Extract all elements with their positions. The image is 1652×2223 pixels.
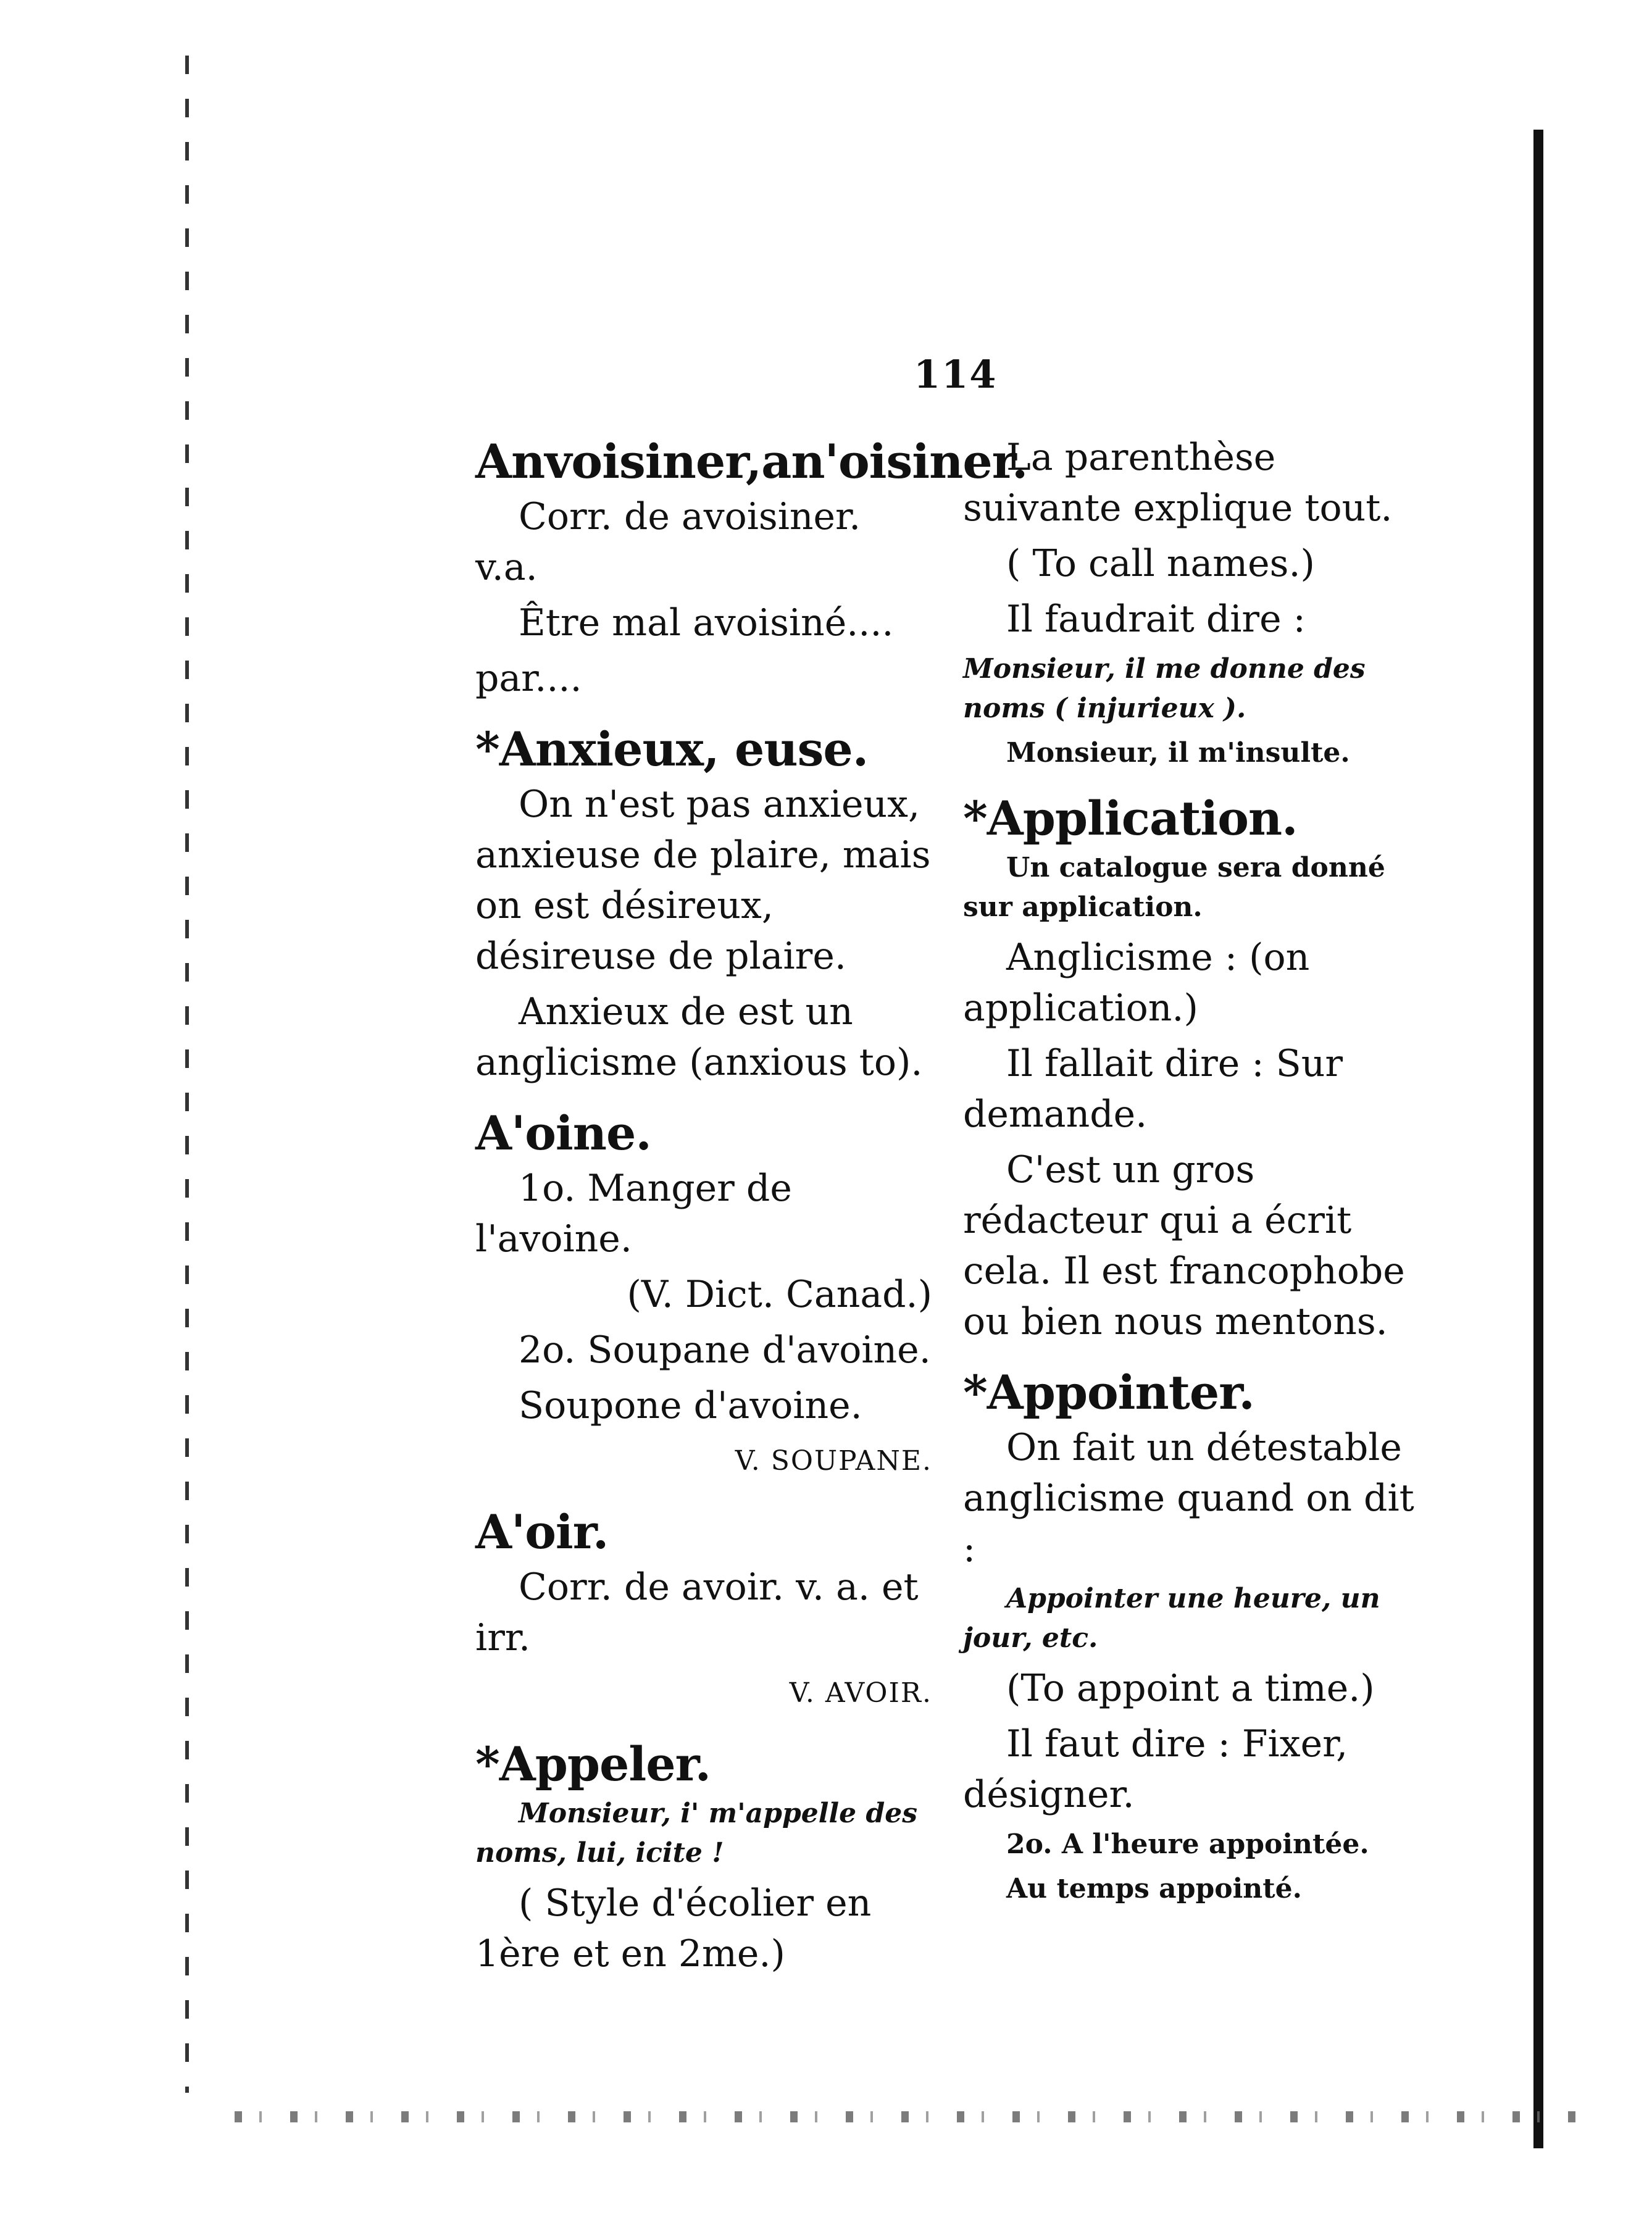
entry-text: (To appoint a time.) xyxy=(1006,1667,1375,1710)
entry-text: On fait un détestable anglicisme quand on dit : xyxy=(963,1426,1414,1570)
entry-text: 2o. Soupane d'avoine. xyxy=(519,1328,931,1372)
entry-aoine xyxy=(475,1104,932,1487)
entry-text: par.... xyxy=(475,657,582,700)
scan-edge-right-bar xyxy=(1533,130,1543,2148)
entry-text: C'est un gros rédacteur qui a écrit cela. Il est francophobe ou bien nous mentons. xyxy=(963,1148,1405,1343)
entry-text: La parenthèse suivante explique tout. xyxy=(963,436,1393,530)
entry-text: Il faut dire : Fixer, désigner. xyxy=(963,1722,1348,1816)
entry-text: Être mal avoisiné.... xyxy=(519,601,894,644)
entry-anvoisiner xyxy=(475,432,1028,704)
headword: *Application. xyxy=(963,791,1298,846)
entry-aoir xyxy=(475,1503,932,1719)
headword: *Appeler. xyxy=(475,1737,711,1791)
entry-text: Soupone d'avoine. xyxy=(519,1384,862,1427)
example-text: Monsieur, il me donne des noms ( injurieux ). xyxy=(963,653,1366,724)
entry-appointer xyxy=(963,1363,1438,1909)
entry-text: Il faudrait dire : xyxy=(1006,598,1306,641)
page-number: 114 xyxy=(914,352,998,397)
scan-noise-bottom xyxy=(235,2111,1593,2122)
example-text: Monsieur, il m'insulte. xyxy=(1006,737,1350,769)
entry-text: 1o. Manger de l'avoine. xyxy=(475,1167,792,1261)
cross-reference: V. SOUPANE. xyxy=(735,1445,932,1477)
entry-text: (V. Dict. Canad.) xyxy=(627,1273,932,1316)
example-text: Un catalogue sera donné sur application. xyxy=(963,852,1385,923)
left-column xyxy=(475,432,1028,1995)
headword: *Appointer. xyxy=(963,1365,1254,1420)
right-column xyxy=(963,432,1438,1925)
entry-text: Anglicisme : (on application.) xyxy=(963,936,1310,1030)
headword: *Anxieux, euse. xyxy=(475,722,869,777)
entry-text: Il fallait dire : Sur demande. xyxy=(963,1042,1343,1136)
cross-reference: V. AVOIR. xyxy=(789,1677,932,1709)
entry-continuation xyxy=(963,432,1438,773)
example-text: Monsieur, i' m'appelle des noms, lui, icite ! xyxy=(475,1798,917,1869)
entry-text: Corr. de avoir. v. a. et irr. xyxy=(475,1566,919,1659)
example-text: Appointer une heure, un jour, etc. xyxy=(963,1583,1380,1654)
headword: A'oine. xyxy=(475,1106,651,1161)
entry-text: Corr. de avoisiner. v.a. xyxy=(475,495,861,589)
entry-text: ( Style d'écolier en 1ère et en 2me.) xyxy=(475,1882,872,1975)
entry-text: On n'est pas anxieux, anxieuse de plaire, mais on est désireux, désireuse de plaire. xyxy=(475,783,931,978)
headword: Anvoisiner,an'oisiner. xyxy=(475,434,1028,489)
headword: A'oir. xyxy=(475,1504,609,1559)
entry-text: ( To call names.) xyxy=(1006,542,1315,585)
entry-application xyxy=(963,789,1438,1347)
example-text: 2o. A l'heure appointée. xyxy=(1006,1829,1369,1860)
scan-edge-left xyxy=(185,56,189,2093)
entry-text: Anxieux de est un anglicisme (anxious to). xyxy=(475,990,923,1084)
entry-appeler xyxy=(475,1735,932,1979)
entry-anxieux xyxy=(475,720,932,1088)
example-text: Au temps appointé. xyxy=(1006,1873,1302,1904)
